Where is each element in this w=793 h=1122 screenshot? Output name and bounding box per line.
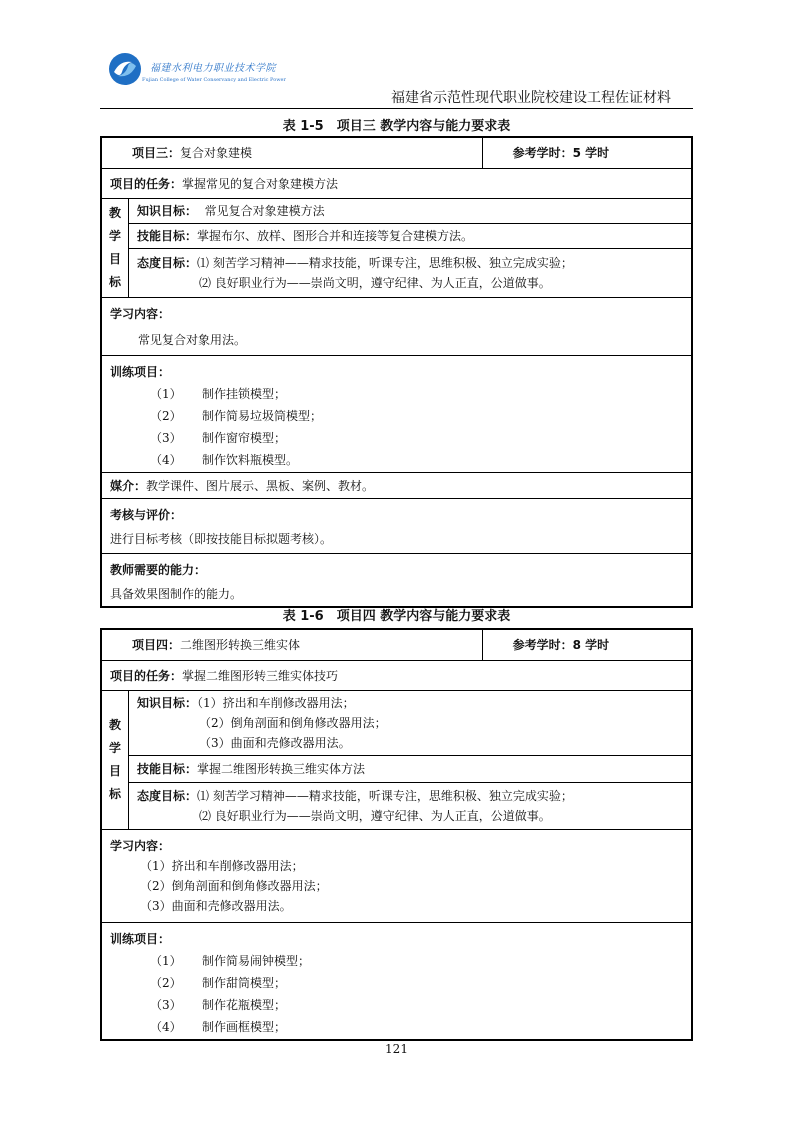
training-item: （3） 制作花瓶模型；	[150, 997, 287, 1012]
training-item: （3） 制作窗帘模型；	[150, 430, 287, 445]
teacher-ability-row	[101, 553, 692, 607]
page-number: 121	[385, 1042, 408, 1056]
learning-content-label: 学习内容：	[110, 306, 171, 321]
task-value: 掌握常见的复合对象建模方法	[182, 176, 339, 191]
learning-content-label: 学习内容：	[110, 838, 171, 853]
assessment-row	[101, 498, 692, 553]
attitude-line-1: ⑴ 刻苦学习精神——精求技能，听课专注，思维积极、独立完成实验；	[197, 788, 573, 803]
table-1-6	[100, 628, 693, 1041]
project-row	[101, 629, 692, 660]
document-header-title: 福建省示范性现代职业院校建设工程佐证材料	[391, 90, 671, 106]
skill-label: 技能目标：	[136, 228, 197, 243]
attitude-label: 态度目标：	[136, 788, 197, 803]
media-row	[101, 472, 692, 498]
table-caption-1-5: 表 1-5 项目三 教学内容与能力要求表	[282, 119, 511, 134]
project-value: 复合对象建模	[180, 146, 253, 161]
hours-cell: 参考学时：8 学时	[482, 629, 692, 660]
college-logo	[108, 52, 286, 86]
skill-label: 技能目标：	[136, 761, 197, 776]
learning-content-value: 常见复合对象用法。	[138, 332, 247, 347]
knowledge-label: 知识目标：	[136, 203, 197, 218]
training-item: （2） 制作甜筒模型；	[150, 975, 287, 990]
teaching-goals-side-label: 教 学 目 标	[101, 690, 128, 829]
project-row	[101, 137, 692, 168]
teacher-ability-value: 具备效果图制作的能力。	[110, 586, 243, 601]
attitude-row	[101, 248, 692, 297]
knowledge-item: （3）曲面和壳修改器用法。	[198, 735, 351, 750]
training-item: （4） 制作画框模型；	[150, 1019, 287, 1034]
media-value: 教学课件、图片展示、黑板、案例、教材。	[146, 478, 375, 493]
task-row	[101, 168, 692, 198]
learning-content-item: （1）挤出和车削修改器用法；	[140, 858, 304, 873]
media-label: 媒介：	[110, 478, 147, 493]
learning-content-row	[101, 829, 692, 922]
knowledge-item: （1）挤出和车削修改器用法；	[197, 695, 355, 710]
knowledge-row	[101, 198, 692, 223]
assessment-value: 进行目标考核（即按技能目标拟题考核）。	[110, 531, 333, 546]
logo-text: 福建水利电力职业技术学院	[150, 62, 276, 74]
table-1-5	[100, 136, 693, 608]
task-label: 项目的任务：	[110, 668, 183, 683]
attitude-row	[101, 782, 692, 829]
teacher-ability-label: 教师需要的能力：	[110, 562, 207, 577]
attitude-label: 态度目标：	[136, 255, 197, 270]
project-label: 项目四：	[132, 638, 181, 653]
training-row	[101, 355, 692, 472]
training-label: 训练项目：	[110, 364, 171, 379]
knowledge-item: （2）倒角剖面和倒角修改器用法；	[198, 715, 387, 730]
skill-value: 掌握二维图形转换三维实体方法	[197, 761, 366, 776]
project-value: 二维图形转换三维实体	[180, 638, 301, 653]
learning-content-row	[101, 297, 692, 355]
attitude-line-2: ⑵ 良好职业行为——崇尚文明，遵守纪律、为人正直，公道做事。	[198, 275, 551, 290]
learning-content-item: （3）曲面和壳修改器用法。	[140, 898, 292, 913]
knowledge-row	[101, 690, 692, 755]
task-value: 掌握二维图形转三维实体技巧	[182, 668, 339, 683]
training-item: （4） 制作饮料瓶模型。	[150, 452, 299, 467]
training-item: （2） 制作简易垃圾筒模型；	[150, 408, 323, 423]
attitude-line-2: ⑵ 良好职业行为——崇尚文明，遵守纪律、为人正直，公道做事。	[198, 808, 551, 823]
skill-row	[101, 223, 692, 248]
attitude-line-1: ⑴ 刻苦学习精神——精求技能，听课专注，思维积极、独立完成实验；	[197, 255, 573, 270]
skill-value: 掌握布尔、放样、图形合并和连接等复合建模方法。	[197, 228, 474, 243]
training-label: 训练项目：	[110, 931, 171, 946]
assessment-label: 考核与评价：	[110, 507, 183, 522]
learning-content-item: （2）倒角剖面和倒角修改器用法；	[140, 878, 328, 893]
training-item: （1） 制作挂锁模型；	[150, 386, 287, 401]
task-row	[101, 660, 692, 690]
hours-cell: 参考学时：5 学时	[482, 137, 692, 168]
logo-subtext: Fujian College of Water Conservancy and Electric Power	[142, 76, 286, 83]
teaching-goals-side-label: 教 学 目 标	[101, 198, 128, 297]
project-label: 项目三：	[132, 146, 181, 161]
knowledge-label: 知识目标：	[136, 695, 197, 710]
skill-row	[101, 755, 692, 782]
header-divider	[100, 108, 693, 109]
college-logo-icon	[108, 52, 142, 86]
table-caption-1-6: 表 1-6 项目四 教学内容与能力要求表	[282, 609, 511, 624]
task-label: 项目的任务：	[110, 176, 183, 191]
knowledge-value: 常见复合对象建模方法	[204, 203, 325, 218]
training-row	[101, 922, 692, 1040]
training-item: （1） 制作简易闹钟模型；	[150, 953, 311, 968]
